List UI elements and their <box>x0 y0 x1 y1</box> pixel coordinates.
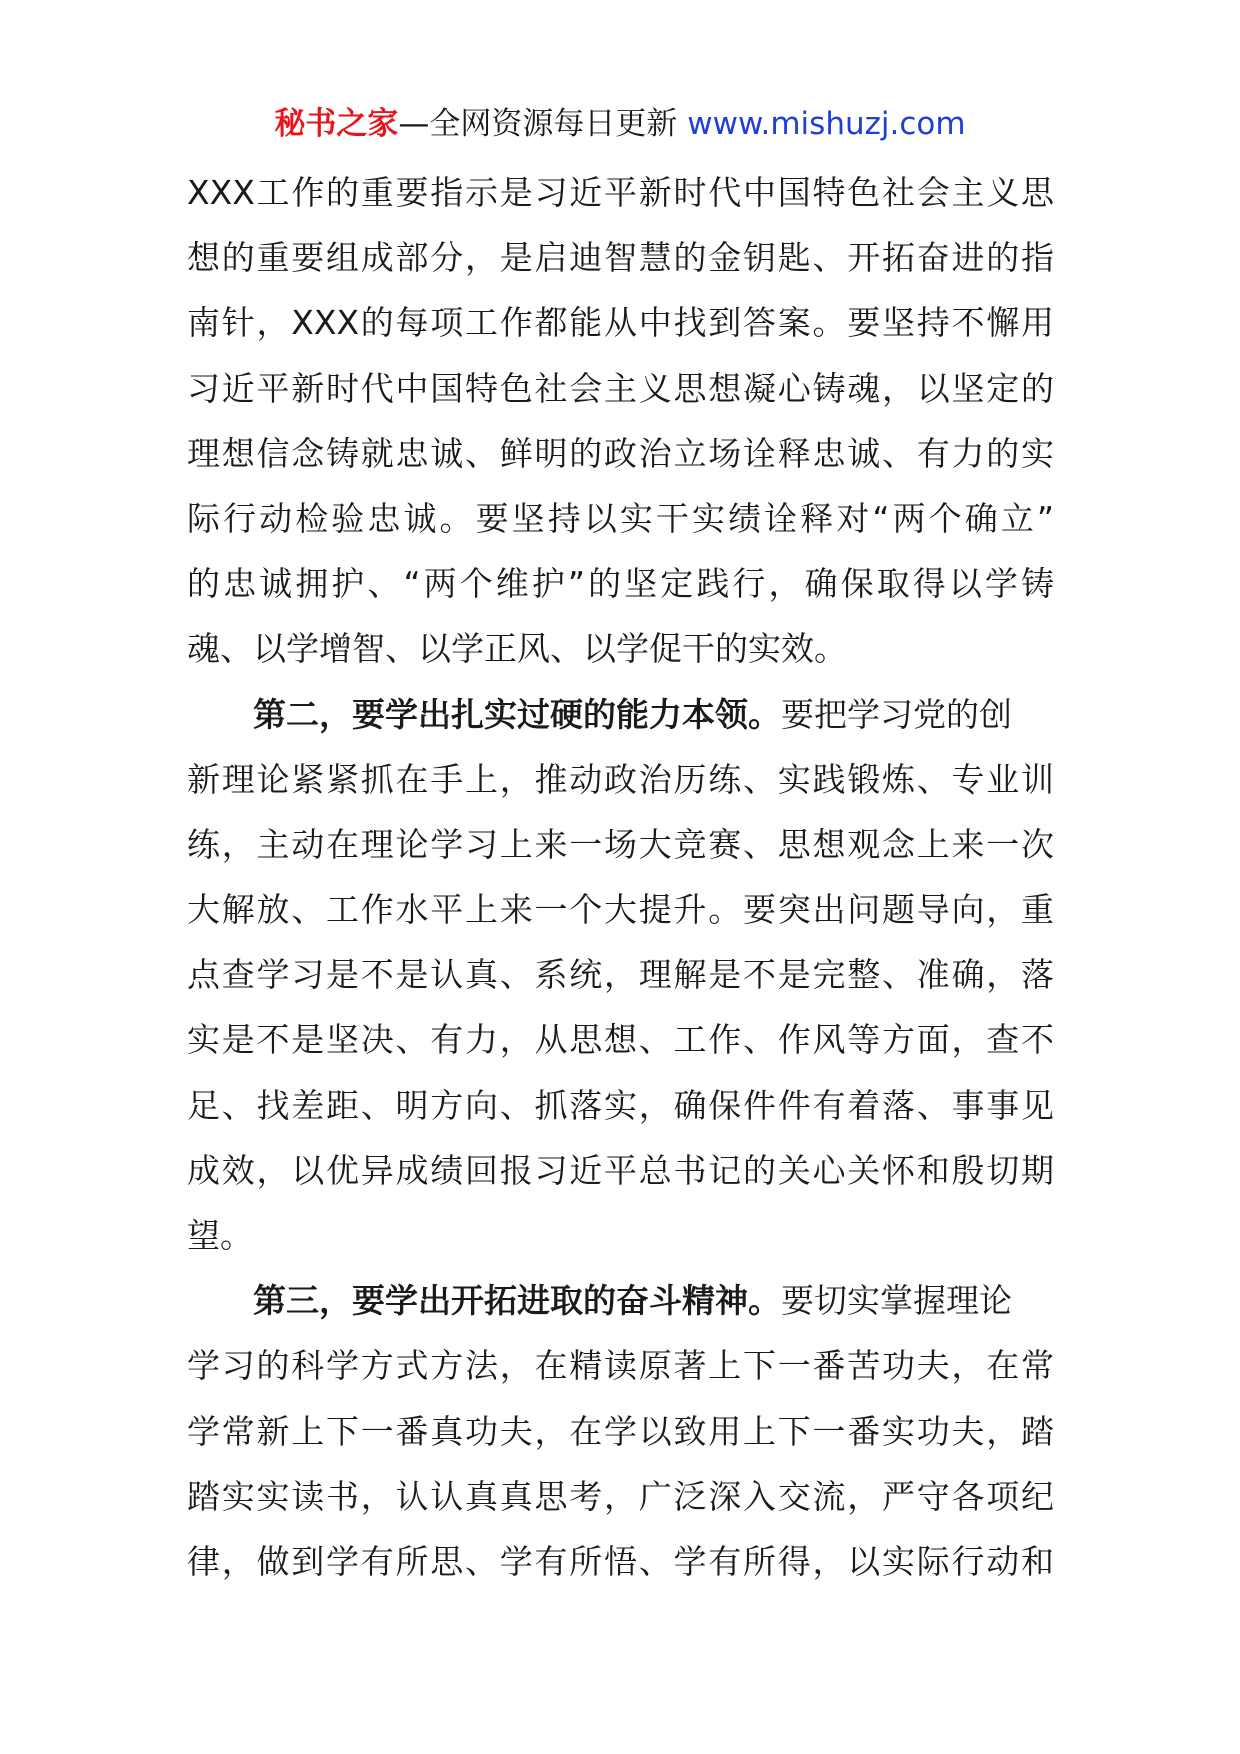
paragraph-start-line: 第三，要学出开拓进取的奋斗精神。要切实掌握理论 <box>253 1281 1012 1321</box>
text-line: 的忠诚拥护、“两个维护”的坚定践行，确保取得以学铸 <box>187 564 1054 604</box>
text-line: 新理论紧紧抓在手上，推动政治历练、实践锻炼、专业训 <box>187 759 1054 799</box>
text-line: XXX工作的重要指示是习近平新时代中国特色社会主义思 <box>187 173 1054 212</box>
text-line: 际行动检验忠诚。要坚持以实干实绩诠释对“两个确立” <box>187 498 1054 538</box>
text-line: 望。 <box>187 1216 253 1255</box>
document-body <box>187 160 1054 1594</box>
site-brand: 秘书之家 <box>274 106 399 142</box>
text-line: 踏实实读书，认认真真思考，广泛深入交流，严守各项纪 <box>187 1476 1054 1516</box>
text-line: 成效，以优异成绩回报习近平总书记的关心关怀和殷切期 <box>187 1150 1054 1190</box>
text-line: 南针，XXX的每项工作都能从中找到答案。要坚持不懈用 <box>187 303 1054 343</box>
site-tagline: —全网资源每日更新 <box>398 106 688 142</box>
text-line: 理想信念铸就忠诚、鲜明的政治立场诠释忠诚、有力的实 <box>187 433 1054 473</box>
text-line: 魂、以学增智、以学正风、以学促干的实效。 <box>187 629 847 669</box>
text-line: 习近平新时代中国特色社会主义思想凝心铸魂，以坚定的 <box>187 368 1054 408</box>
paragraph-start-line: 第二，要学出扎实过硬的能力本领。要把学习党的创 <box>253 694 1012 734</box>
text-line: 想的重要组成部分，是启迪智慧的金钥匙、开拓奋进的指 <box>187 238 1054 278</box>
text-line: 足、找差距、明方向、抓落实，确保件件有着落、事事见 <box>187 1085 1054 1125</box>
site-url-link[interactable]: www.mishuzj.com <box>687 106 966 142</box>
text-line: 点查学习是不是认真、系统，理解是不是完整、准确，落 <box>187 955 1054 995</box>
paragraph-lead: 第三，要学出开拓进取的奋斗精神。 <box>253 1281 781 1321</box>
text-line: 大解放、工作水平上来一个大提升。要突出问题导向，重 <box>187 890 1054 930</box>
text-line: 律，做到学有所思、学有所悟、学有所得，以实际行动和 <box>187 1541 1054 1581</box>
text-line: 练，主动在理论学习上来一场大竞赛、思想观念上来一次 <box>187 824 1054 864</box>
text-line: 实是不是坚决、有力，从思想、工作、作风等方面，查不 <box>187 1020 1054 1060</box>
page-header <box>0 100 1240 148</box>
text-line: 学习的科学方式方法，在精读原著上下一番苦功夫，在常 <box>187 1346 1054 1386</box>
text-line: 学常新上下一番真功夫，在学以致用上下一番实功夫，踏 <box>187 1411 1054 1451</box>
paragraph-lead: 第二，要学出扎实过硬的能力本领。 <box>253 694 781 734</box>
